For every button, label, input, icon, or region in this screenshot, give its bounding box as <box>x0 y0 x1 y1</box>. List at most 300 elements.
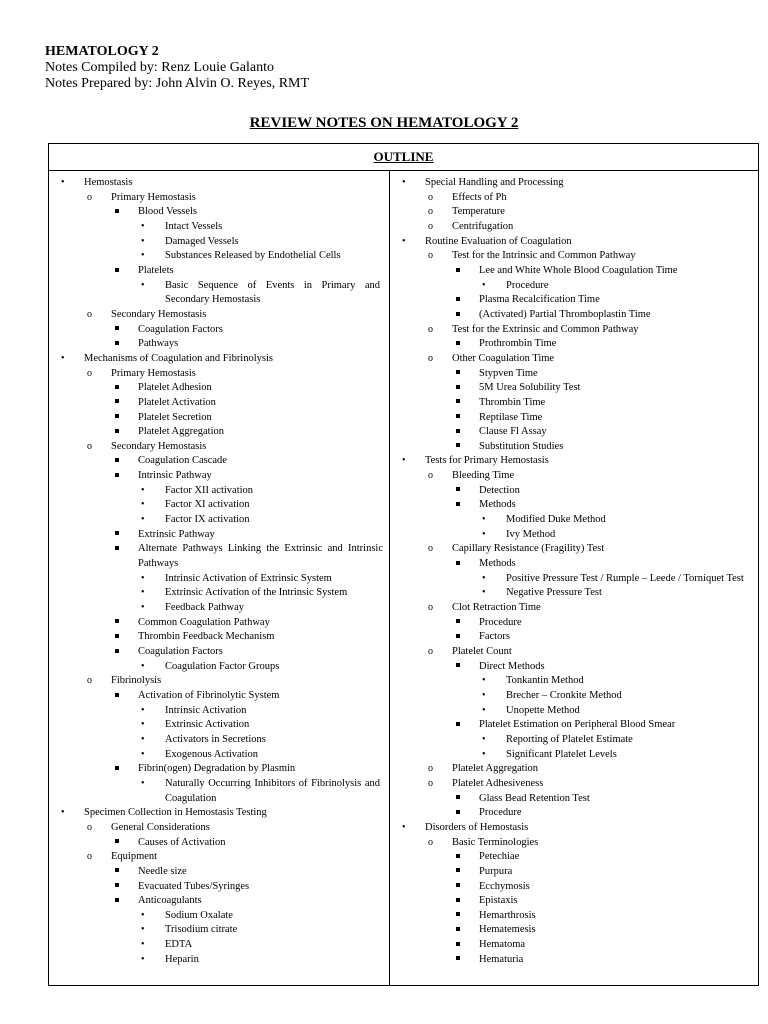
circle-bullet-icon: o <box>87 851 92 863</box>
outline-item-text: Equipment <box>111 851 158 863</box>
outline-item-text: Prothrombin Time <box>479 338 557 350</box>
square-bullet-icon <box>456 865 460 880</box>
outline-item <box>390 953 760 968</box>
prepared-by: Notes Prepared by: John Alvin O. Reyes, RMT <box>45 76 310 91</box>
outline-item-text: Hematoma <box>479 939 526 951</box>
outline-item-text: Exogenous Activation <box>165 748 259 760</box>
bullet-icon: • <box>482 748 486 760</box>
outline-item <box>49 821 389 836</box>
outline-item <box>390 821 760 836</box>
outline-item <box>390 806 760 821</box>
bullet-icon: • <box>61 352 65 364</box>
square-bullet-icon <box>456 498 460 513</box>
outline-item-text: Common Coagulation Pathway <box>138 616 270 628</box>
square-bullet-icon <box>115 323 119 338</box>
bullet-icon: • <box>482 587 486 599</box>
outline-item <box>49 249 389 264</box>
outline-item <box>49 308 389 323</box>
outline-item-text: Platelets <box>138 264 174 276</box>
outline-item-text: Needle size <box>138 865 187 877</box>
outline-item <box>390 381 760 396</box>
bullet-icon: • <box>141 572 145 584</box>
outline-item <box>390 660 760 675</box>
bullet-icon: • <box>141 953 145 965</box>
outline-item-text: Platelet Aggregation <box>138 426 225 438</box>
outline-item <box>49 762 389 777</box>
outline-item <box>49 616 389 631</box>
outline-item-text: Brecher – Cronkite Method <box>506 689 622 701</box>
circle-bullet-icon: o <box>87 675 92 687</box>
outline-item-text: Intrinsic Activation <box>165 704 247 716</box>
outline-item-text: Test for the Extrinsic and Common Pathway <box>452 323 639 335</box>
outline-item-text: Significant Platelet Levels <box>506 748 617 760</box>
bullet-icon: • <box>482 514 486 526</box>
square-bullet-icon <box>115 264 119 279</box>
square-bullet-icon <box>115 454 119 469</box>
square-bullet-icon <box>115 880 119 895</box>
outline-item <box>390 718 760 733</box>
square-bullet-icon <box>456 894 460 909</box>
bullet-icon: • <box>141 602 145 614</box>
outline-item-text: Ivy Method <box>506 528 556 540</box>
outline-item <box>390 777 760 792</box>
outline-left-column <box>49 176 389 967</box>
bullet-icon: • <box>141 484 145 496</box>
square-bullet-icon <box>115 645 119 660</box>
outline-item <box>390 586 760 601</box>
outline-item <box>390 850 760 865</box>
outline-item <box>49 279 389 308</box>
square-bullet-icon <box>456 630 460 645</box>
outline-item-text: Basic Terminologies <box>452 836 539 848</box>
bullet-icon: • <box>402 455 406 467</box>
outline-item <box>49 748 389 763</box>
outline-item <box>390 352 760 367</box>
bullet-icon: • <box>141 704 145 716</box>
square-bullet-icon <box>456 557 460 572</box>
outline-item-text: Platelet Activation <box>138 396 216 408</box>
outline-item-text: Secondary Hemostasis <box>111 308 207 320</box>
circle-bullet-icon: o <box>428 206 433 218</box>
bullet-icon: • <box>482 279 486 291</box>
outline-item-text: Thrombin Feedback Mechanism <box>138 631 275 643</box>
outline-item-text: Stypven Time <box>479 367 538 379</box>
page-title: REVIEW NOTES ON HEMATOLOGY 2 <box>249 115 519 131</box>
bullet-icon: • <box>141 939 145 951</box>
bullet-icon: • <box>141 719 145 731</box>
outline-item <box>49 352 389 367</box>
outline-item-text: Coagulation Factors <box>138 323 223 335</box>
square-bullet-icon <box>456 484 460 499</box>
outline-item <box>49 381 389 396</box>
outline-item <box>49 528 389 543</box>
outline-item <box>390 865 760 880</box>
outline-item-text: Clot Retraction Time <box>452 602 541 614</box>
outline-right-column <box>390 176 760 967</box>
outline-item <box>390 367 760 382</box>
outline-item <box>49 850 389 865</box>
outline-item <box>390 293 760 308</box>
circle-bullet-icon: o <box>428 250 433 262</box>
bullet-icon: • <box>141 250 145 262</box>
outline-item <box>390 557 760 572</box>
circle-bullet-icon: o <box>428 352 433 364</box>
outline-item <box>390 191 760 206</box>
outline-item-text: Blood Vessels <box>138 206 198 218</box>
outline-item-text: Evacuated Tubes/Syringes <box>138 880 250 892</box>
square-bullet-icon <box>456 440 460 455</box>
outline-item <box>49 425 389 440</box>
bullet-icon: • <box>141 777 145 789</box>
outline-item <box>390 689 760 704</box>
circle-bullet-icon: o <box>87 367 92 379</box>
outline-item-text: Capillary Resistance (Fragility) Test <box>452 543 605 555</box>
outline-item-text: Extrinsic Activation <box>165 719 250 731</box>
outline-item <box>390 674 760 689</box>
bullet-icon: • <box>141 660 145 672</box>
outline-item-text: Purpura <box>479 865 513 877</box>
bullet-icon: • <box>61 807 65 819</box>
outline-item <box>49 484 389 499</box>
outline-item <box>390 498 760 513</box>
outline-item <box>390 220 760 235</box>
outline-item <box>49 337 389 352</box>
outline-item <box>49 674 389 689</box>
outline-item-text: Unopette Method <box>506 704 580 716</box>
outline-item <box>390 542 760 557</box>
square-bullet-icon <box>456 792 460 807</box>
outline-item-text: Secondary Hemostasis <box>111 440 207 452</box>
outline-item <box>49 572 389 587</box>
square-bullet-icon <box>456 367 460 382</box>
outline-item <box>390 909 760 924</box>
outline-item <box>390 923 760 938</box>
circle-bullet-icon: o <box>428 220 433 232</box>
square-bullet-icon <box>456 616 460 631</box>
outline-item-text: Heparin <box>165 953 199 965</box>
outline-item <box>49 205 389 220</box>
outline-item <box>390 176 760 191</box>
bullet-icon: • <box>141 924 145 936</box>
circle-bullet-icon: o <box>428 323 433 335</box>
outline-item <box>390 411 760 426</box>
square-bullet-icon <box>456 264 460 279</box>
square-bullet-icon <box>115 381 119 396</box>
outline-item-text: Fibrinolysis <box>111 675 162 687</box>
outline-item-text: Platelet Adhesion <box>138 382 212 394</box>
outline-item <box>49 880 389 895</box>
outline-item-text: Naturally Occurring Inhibitors of Fibrinolysis and Coagulation <box>165 777 380 804</box>
circle-bullet-icon: o <box>87 440 92 452</box>
outline-item <box>390 308 760 323</box>
outline-item-text: Centrifugation <box>452 220 514 232</box>
outline-item-text: 5M Urea Solubility Test <box>479 382 581 394</box>
square-bullet-icon <box>115 542 119 557</box>
outline-item <box>49 542 389 571</box>
outline-item <box>390 425 760 440</box>
outline-item <box>49 498 389 513</box>
outline-item-text: Damaged Vessels <box>165 235 239 247</box>
outline-item-text: Substitution Studies <box>479 440 564 452</box>
outline-item-text: Feedback Pathway <box>165 602 245 614</box>
square-bullet-icon <box>456 381 460 396</box>
outline-item-text: Temperature <box>452 206 505 218</box>
outline-item-text: Causes of Activation <box>138 836 226 848</box>
outline-item <box>49 264 389 279</box>
circle-bullet-icon: o <box>87 821 92 833</box>
outline-item-text: Epistaxis <box>479 895 518 907</box>
bullet-icon: • <box>482 733 486 745</box>
bullet-icon: • <box>482 528 486 540</box>
outline-item-text: Effects of Ph <box>452 191 507 203</box>
outline-item <box>390 880 760 895</box>
circle-bullet-icon: o <box>428 836 433 848</box>
outline-item-text: Positive Pressure Test / Rumple – Leede / Torniquet Test <box>506 572 744 584</box>
square-bullet-icon <box>456 953 460 968</box>
outline-item-text: Factor IX activation <box>165 514 250 526</box>
outline-item <box>390 337 760 352</box>
outline-item <box>49 191 389 206</box>
outline-item-text: Procedure <box>506 279 549 291</box>
outline-item <box>390 454 760 469</box>
outline-heading: OUTLINE <box>49 144 758 171</box>
outline-item-text: Intrinsic Activation of Extrinsic System <box>165 572 332 584</box>
outline-item-text: Methods <box>479 558 516 570</box>
square-bullet-icon <box>115 337 119 352</box>
outline-item <box>390 733 760 748</box>
bullet-icon: • <box>482 689 486 701</box>
outline-item <box>49 909 389 924</box>
outline-item-text: Coagulation Cascade <box>138 455 227 467</box>
outline-item-text: (Activated) Partial Thromboplastin Time <box>479 308 651 320</box>
outline-item-text: Disorders of Hemostasis <box>425 821 529 833</box>
outline-item <box>49 469 389 484</box>
square-bullet-icon <box>456 850 460 865</box>
outline-item-text: Lee and White Whole Blood Coagulation Time <box>479 264 678 276</box>
outline-item <box>390 440 760 455</box>
outline-item-text: General Considerations <box>111 821 210 833</box>
outline-item-text: Other Coagulation Time <box>452 352 555 364</box>
outline-item <box>49 923 389 938</box>
square-bullet-icon <box>115 762 119 777</box>
outline-item-text: Basic Sequence of Events in Primary and Secondary Hemostasis <box>165 279 380 306</box>
outline-item <box>390 616 760 631</box>
outline-item-text: Coagulation Factor Groups <box>165 660 280 672</box>
square-bullet-icon <box>115 528 119 543</box>
circle-bullet-icon: o <box>428 543 433 555</box>
outline-item <box>390 748 760 763</box>
outline-item-text: Platelet Secretion <box>138 411 212 423</box>
outline-item-text: Tonkantin Method <box>506 675 584 687</box>
outline-item <box>390 235 760 250</box>
outline-item-text: Procedure <box>479 616 522 628</box>
square-bullet-icon <box>115 469 119 484</box>
square-bullet-icon <box>115 425 119 440</box>
outline-item-text: Direct Methods <box>479 660 545 672</box>
outline-item <box>390 630 760 645</box>
square-bullet-icon <box>456 718 460 733</box>
outline-item <box>49 718 389 733</box>
bullet-icon: • <box>482 572 486 584</box>
square-bullet-icon <box>456 938 460 953</box>
square-bullet-icon <box>115 894 119 909</box>
outline-item-text: Ecchymosis <box>479 880 530 892</box>
bullet-icon: • <box>141 587 145 599</box>
outline-item <box>49 235 389 250</box>
outline-item-text: Extrinsic Activation of the Intrinsic System <box>165 587 348 599</box>
square-bullet-icon <box>115 411 119 426</box>
compiled-by: Notes Compiled by: Renz Louie Galanto <box>45 60 275 75</box>
circle-bullet-icon: o <box>428 191 433 203</box>
outline-item-text: Factors <box>479 631 510 643</box>
outline-item <box>390 513 760 528</box>
outline-item-text: Negative Pressure Test <box>506 587 602 599</box>
square-bullet-icon <box>456 923 460 938</box>
square-bullet-icon <box>456 806 460 821</box>
outline-item-text: Coagulation Factors <box>138 646 223 657</box>
outline-item-text: Platelet Estimation on Peripheral Blood Smear <box>479 719 676 731</box>
outline-item <box>390 323 760 338</box>
bullet-icon: • <box>141 499 145 511</box>
square-bullet-icon <box>456 411 460 426</box>
outline-item-text: Bleeding Time <box>452 470 515 482</box>
outline-item <box>49 704 389 719</box>
outline-item <box>390 601 760 616</box>
outline-item-text: Primary Hemostasis <box>111 367 196 379</box>
outline-item <box>390 264 760 279</box>
bullet-icon: • <box>482 675 486 687</box>
square-bullet-icon <box>115 836 119 851</box>
square-bullet-icon <box>456 425 460 440</box>
outline-item-text: EDTA <box>165 939 193 951</box>
bullet-icon: • <box>141 909 145 921</box>
circle-bullet-icon: o <box>428 646 433 657</box>
outline-item-text: Petechiae <box>479 851 520 863</box>
bullet-icon: • <box>141 235 145 247</box>
outline-item-text: Extrinsic Pathway <box>138 528 215 540</box>
outline-item-text: Platelet Adhesiveness <box>452 777 544 789</box>
outline-item <box>390 645 760 660</box>
circle-bullet-icon: o <box>428 602 433 614</box>
outline-item-text: Intact Vessels <box>165 220 223 232</box>
outline-item <box>49 865 389 880</box>
circle-bullet-icon: o <box>428 763 433 775</box>
outline-item-text: Detection <box>479 484 520 496</box>
circle-bullet-icon: o <box>87 191 92 203</box>
outline-item-text: Procedure <box>479 807 522 819</box>
circle-bullet-icon: o <box>428 777 433 789</box>
outline-item-text: Hemostasis <box>84 177 133 188</box>
outline-item-text: Clause Fl Assay <box>479 426 547 438</box>
bullet-icon: • <box>141 220 145 232</box>
outline-item <box>390 528 760 543</box>
outline-table <box>48 143 759 986</box>
square-bullet-icon <box>115 630 119 645</box>
square-bullet-icon <box>456 880 460 895</box>
outline-item-text: Factor XII activation <box>165 484 254 496</box>
outline-item <box>49 454 389 469</box>
outline-item-text: Tests for Primary Hemostasis <box>425 455 549 467</box>
outline-item-text: Pathways <box>138 338 179 350</box>
outline-item <box>49 836 389 851</box>
outline-item <box>49 601 389 616</box>
outline-item <box>49 938 389 953</box>
outline-item-text: Activation of Fibrinolytic System <box>138 689 280 701</box>
outline-item-text: Special Handling and Processing <box>425 177 564 188</box>
outline-item-text: Platelet Aggregation <box>452 763 539 775</box>
outline-item-text: Activators in Secretions <box>165 733 266 745</box>
outline-item <box>49 513 389 528</box>
outline-item-text: Substances Released by Endothelial Cells <box>165 250 341 262</box>
square-bullet-icon <box>115 689 119 704</box>
outline-item <box>49 894 389 909</box>
outline-item-text: Routine Evaluation of Coagulation <box>425 235 572 247</box>
outline-item <box>390 249 760 264</box>
bullet-icon: • <box>61 177 65 188</box>
outline-item-text: Glass Bead Retention Test <box>479 792 590 804</box>
outline-item <box>49 953 389 968</box>
outline-item-text: Methods <box>479 499 516 511</box>
outline-item <box>390 469 760 484</box>
square-bullet-icon <box>456 660 460 675</box>
outline-item <box>390 396 760 411</box>
outline-item <box>49 440 389 455</box>
outline-item <box>390 279 760 294</box>
outline-item-text: Anticoagulants <box>138 895 202 907</box>
outline-item <box>49 806 389 821</box>
course-title: HEMATOLOGY 2 <box>45 44 159 59</box>
outline-item <box>49 586 389 601</box>
bullet-icon: • <box>141 733 145 745</box>
outline-item <box>49 176 389 191</box>
outline-item <box>49 689 389 704</box>
outline-item <box>390 938 760 953</box>
outline-item <box>49 645 389 660</box>
bullet-icon: • <box>402 177 406 188</box>
square-bullet-icon <box>456 909 460 924</box>
bullet-icon: • <box>141 748 145 760</box>
document-header <box>45 44 309 92</box>
outline-item-text: Modified Duke Method <box>506 514 606 526</box>
square-bullet-icon <box>115 205 119 220</box>
outline-item-text: Plasma Recalcification Time <box>479 294 600 306</box>
outline-item <box>49 396 389 411</box>
square-bullet-icon <box>456 337 460 352</box>
circle-bullet-icon: o <box>428 470 433 482</box>
outline-item <box>390 762 760 777</box>
outline-item-text: Hemarthrosis <box>479 909 536 921</box>
outline-item-text: Mechanisms of Coagulation and Fibrinolysis <box>84 352 273 364</box>
square-bullet-icon <box>115 396 119 411</box>
square-bullet-icon <box>456 293 460 308</box>
outline-item-text: Platelet Count <box>452 646 512 657</box>
outline-item <box>390 205 760 220</box>
square-bullet-icon <box>456 396 460 411</box>
outline-item <box>49 367 389 382</box>
outline-item <box>390 572 760 587</box>
outline-item <box>390 894 760 909</box>
outline-item-text: Fibrin(ogen) Degradation by Plasmin <box>138 763 296 775</box>
outline-item-text: Factor XI activation <box>165 499 250 511</box>
outline-item <box>49 733 389 748</box>
outline-item-text: Hematuria <box>479 953 524 965</box>
outline-item-text: Sodium Oxalate <box>165 909 233 921</box>
outline-item-text: Hematemesis <box>479 924 536 936</box>
outline-item-text: Specimen Collection in Hemostasis Testing <box>84 807 267 819</box>
square-bullet-icon <box>115 616 119 631</box>
square-bullet-icon <box>456 308 460 323</box>
outline-item <box>390 836 760 851</box>
